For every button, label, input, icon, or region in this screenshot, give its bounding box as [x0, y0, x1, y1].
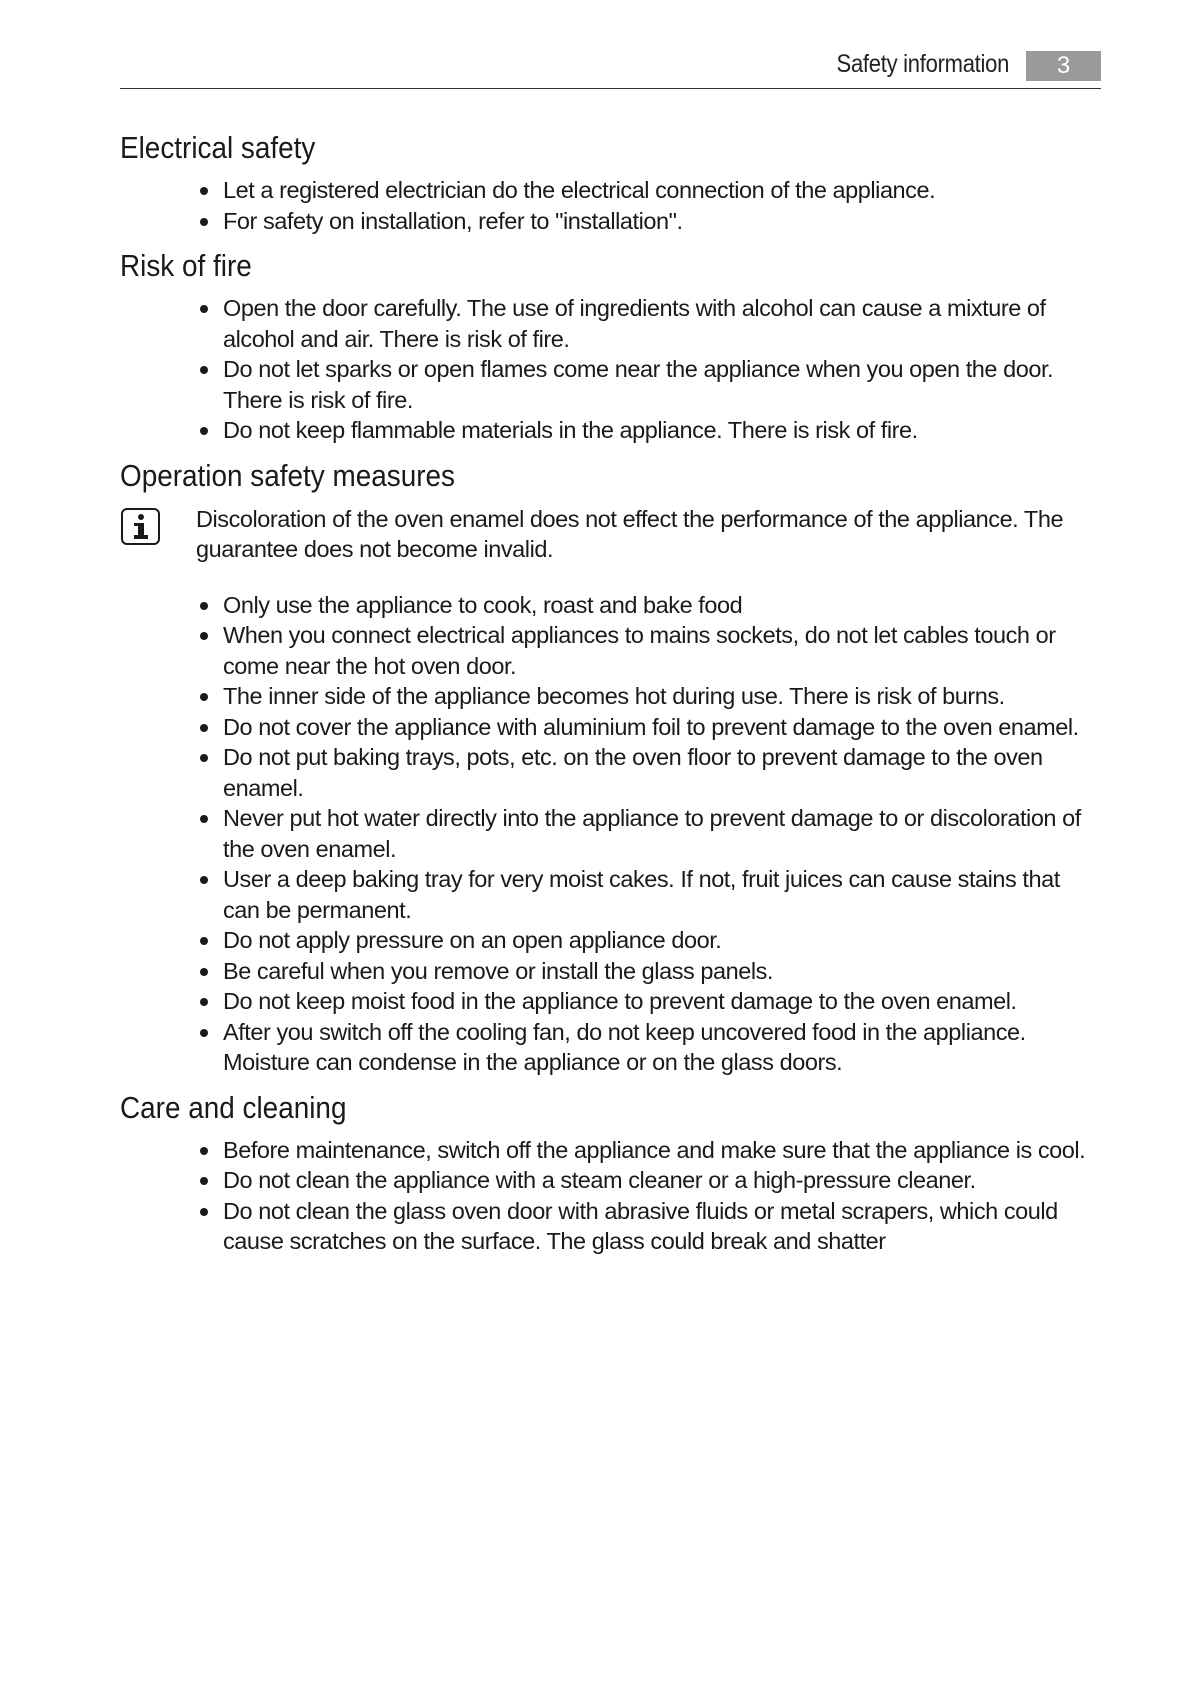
bullet-icon	[200, 632, 208, 640]
bullet-icon	[200, 427, 208, 435]
list-item: Do not clean the appliance with a steam cleaner or a high-pressure cleaner.	[223, 1165, 1101, 1196]
bullet-icon	[200, 968, 208, 976]
list-item: When you connect electrical appliances to mains sockets, do not let cables touch or come near the hot oven door.	[223, 620, 1101, 681]
list-item: Be careful when you remove or install the glass panels.	[223, 956, 1101, 987]
list-item: For safety on installation, refer to "installation".	[223, 206, 1101, 237]
section-heading: Electrical safety	[120, 130, 316, 165]
section-operation-safety-measures	[120, 456, 1101, 1078]
bullet-icon	[200, 815, 208, 823]
page-content	[120, 128, 1101, 1257]
bullet-list	[120, 175, 1101, 236]
bullet-icon	[200, 1029, 208, 1037]
bullet-icon	[200, 1147, 208, 1155]
bullet-icon	[200, 218, 208, 226]
list-item: Do not clean the glass oven door with abrasive fluids or metal scrapers, which could cause scratches on the surface. The glass could break and shatter	[223, 1196, 1101, 1257]
list-item: Do not let sparks or open flames come near the appliance when you open the door. There is risk of fire.	[223, 354, 1101, 415]
section-care-and-cleaning	[120, 1088, 1101, 1257]
bullet-icon	[200, 724, 208, 732]
page-number: 3	[1026, 51, 1101, 81]
bullet-icon	[200, 754, 208, 762]
list-item: Only use the appliance to cook, roast and bake food	[223, 590, 1101, 621]
info-note	[120, 504, 1101, 578]
bullet-icon	[200, 366, 208, 374]
section-electrical-safety	[120, 128, 1101, 236]
bullet-icon	[200, 305, 208, 313]
list-item: Open the door carefully. The use of ingredients with alcohol can cause a mixture of alcohol and air. There is risk of fire.	[223, 293, 1101, 354]
list-item: Let a registered electrician do the electrical connection of the appliance.	[223, 175, 1101, 206]
info-icon	[121, 508, 160, 545]
list-item: User a deep baking tray for very moist cakes. If not, fruit juices can cause stains that can be permanent.	[223, 864, 1101, 925]
bullet-list	[120, 293, 1101, 446]
bullet-list	[120, 1135, 1101, 1257]
page-header	[120, 48, 1101, 89]
running-header-title: Safety information	[836, 50, 1009, 78]
section-heading: Care and cleaning	[120, 1089, 347, 1125]
info-note-text: Discoloration of the oven enamel does not effect the performance of the appliance. The guarantee does not become invalid.	[196, 505, 1064, 562]
bullet-icon	[200, 187, 208, 195]
list-item: The inner side of the appliance becomes hot during use. There is risk of burns.	[223, 681, 1101, 712]
list-item: Do not keep moist food in the appliance to prevent damage to the oven enamel.	[223, 986, 1101, 1017]
list-item: After you switch off the cooling fan, do not keep uncovered food in the appliance. Moisture can condense in the appliance or on the glass doors.	[223, 1017, 1101, 1078]
bullet-icon	[200, 602, 208, 610]
list-item: Do not cover the appliance with aluminium foil to prevent damage to the oven enamel.	[223, 712, 1101, 743]
list-item: Do not apply pressure on an open appliance door.	[223, 925, 1101, 956]
section-heading: Operation safety measures	[120, 457, 455, 493]
section-heading: Risk of fire	[120, 248, 252, 283]
list-item: Do not keep flammable materials in the appliance. There is risk of fire.	[223, 415, 1101, 446]
bullet-icon	[200, 876, 208, 884]
bullet-icon	[200, 693, 208, 701]
bullet-icon	[200, 1208, 208, 1216]
bullet-list	[120, 590, 1101, 1078]
list-item: Before maintenance, switch off the appliance and make sure that the appliance is cool.	[223, 1135, 1101, 1166]
bullet-icon	[200, 998, 208, 1006]
list-item: Do not put baking trays, pots, etc. on the oven floor to prevent damage to the oven enamel.	[223, 742, 1101, 803]
section-risk-of-fire	[120, 246, 1101, 446]
list-item: Never put hot water directly into the appliance to prevent damage to or discoloration of the oven enamel.	[223, 803, 1101, 864]
bullet-icon	[200, 1177, 208, 1185]
bullet-icon	[200, 937, 208, 945]
